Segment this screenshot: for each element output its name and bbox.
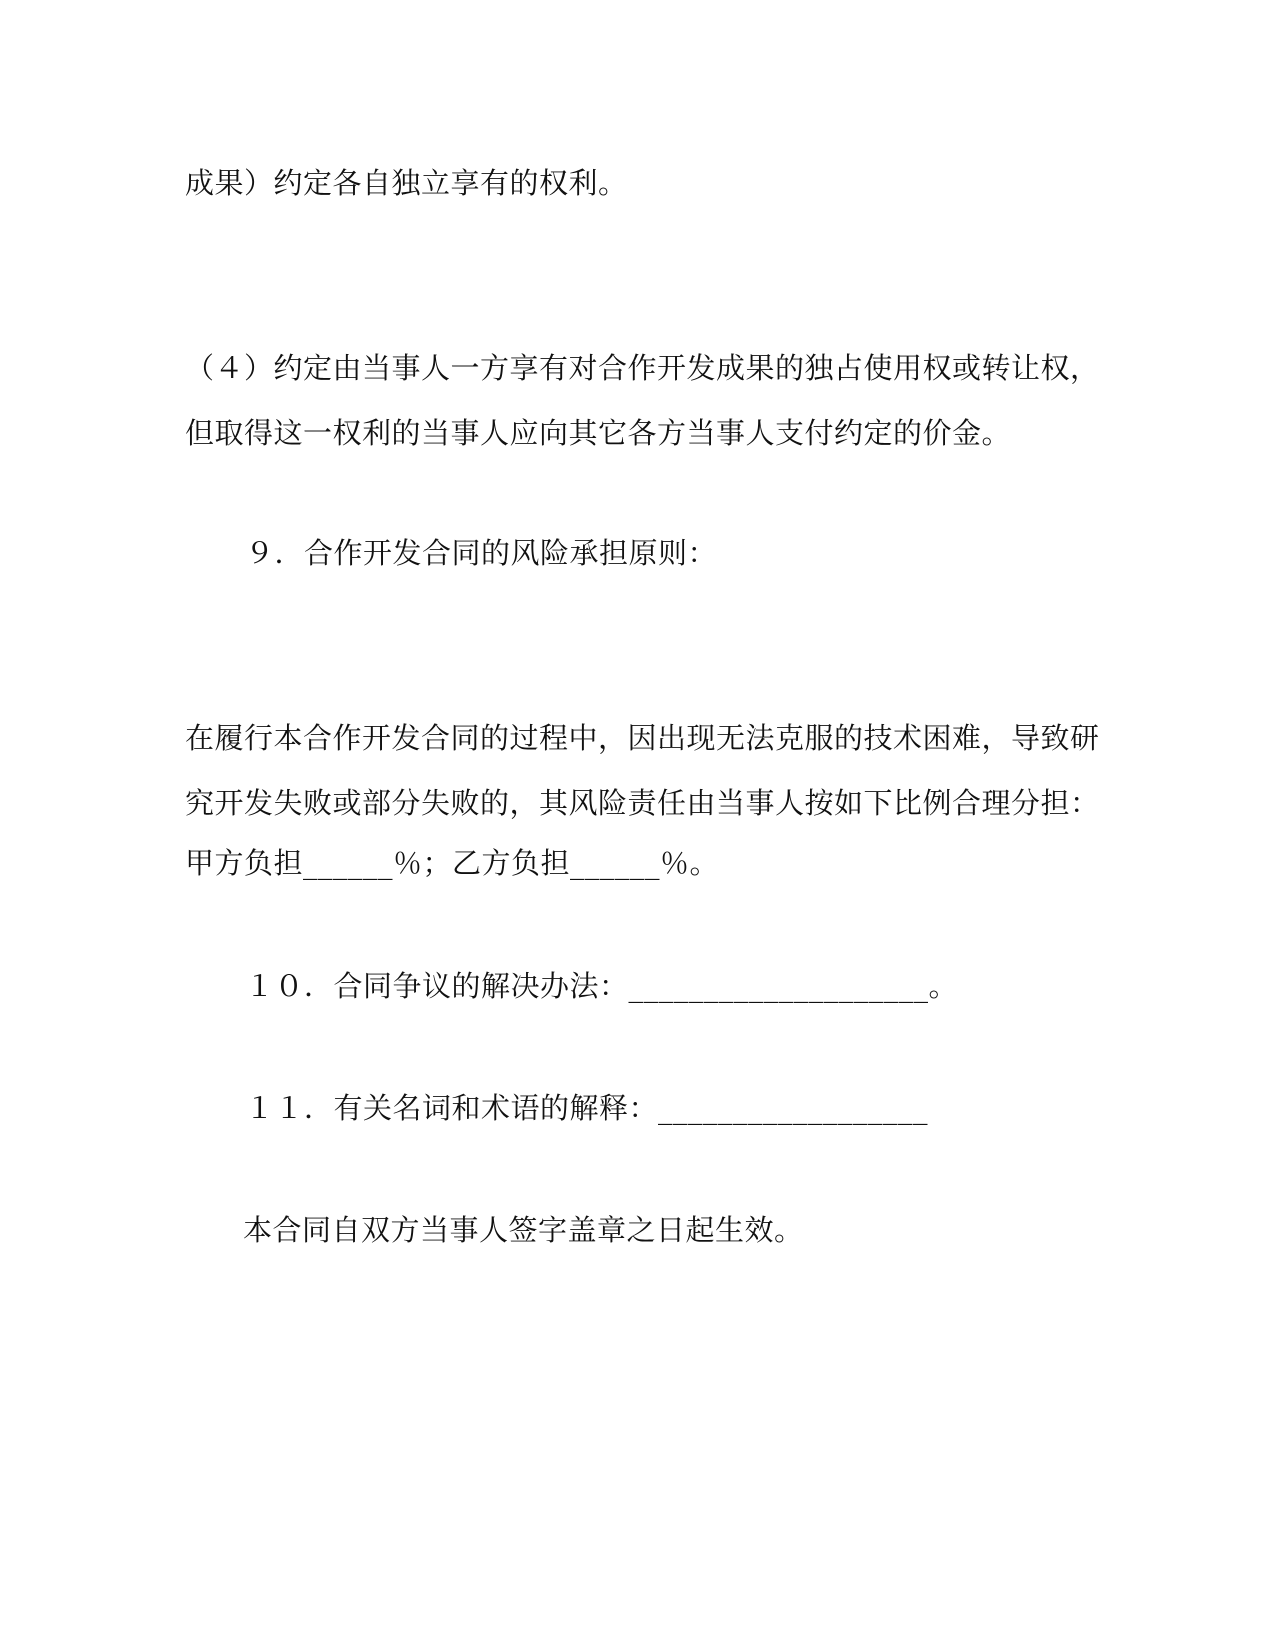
section-heading-11: １１．有关名词和术语的解释：__________________ (245, 1091, 929, 1125)
effective-clause: 本合同自双方当事人签字盖章之日起生效。 (243, 1213, 804, 1247)
text-line-6: 究开发失败或部分失败的，其风险责任由当事人按如下比例合理分担： (185, 786, 1100, 820)
text-line-5: 在履行本合作开发合同的过程中，因出现无法克服的技术困难，导致研 (185, 721, 1100, 755)
text-line-1: 成果）约定各自独立享有的权利。 (185, 166, 628, 200)
text-line-2: （４）约定由当事人一方享有对合作开发成果的独占使用权或转让权， (185, 351, 1100, 385)
risk-share-line: 甲方负担______％；乙方负担______％。 (185, 846, 720, 880)
section-heading-9: ９．合作开发合同的风险承担原则： (245, 536, 718, 570)
section-heading-10: １０．合同争议的解决办法：____________________。 (245, 969, 959, 1003)
text-line-3: 但取得这一权利的当事人应向其它各方当事人支付约定的价金。 (185, 416, 1012, 450)
